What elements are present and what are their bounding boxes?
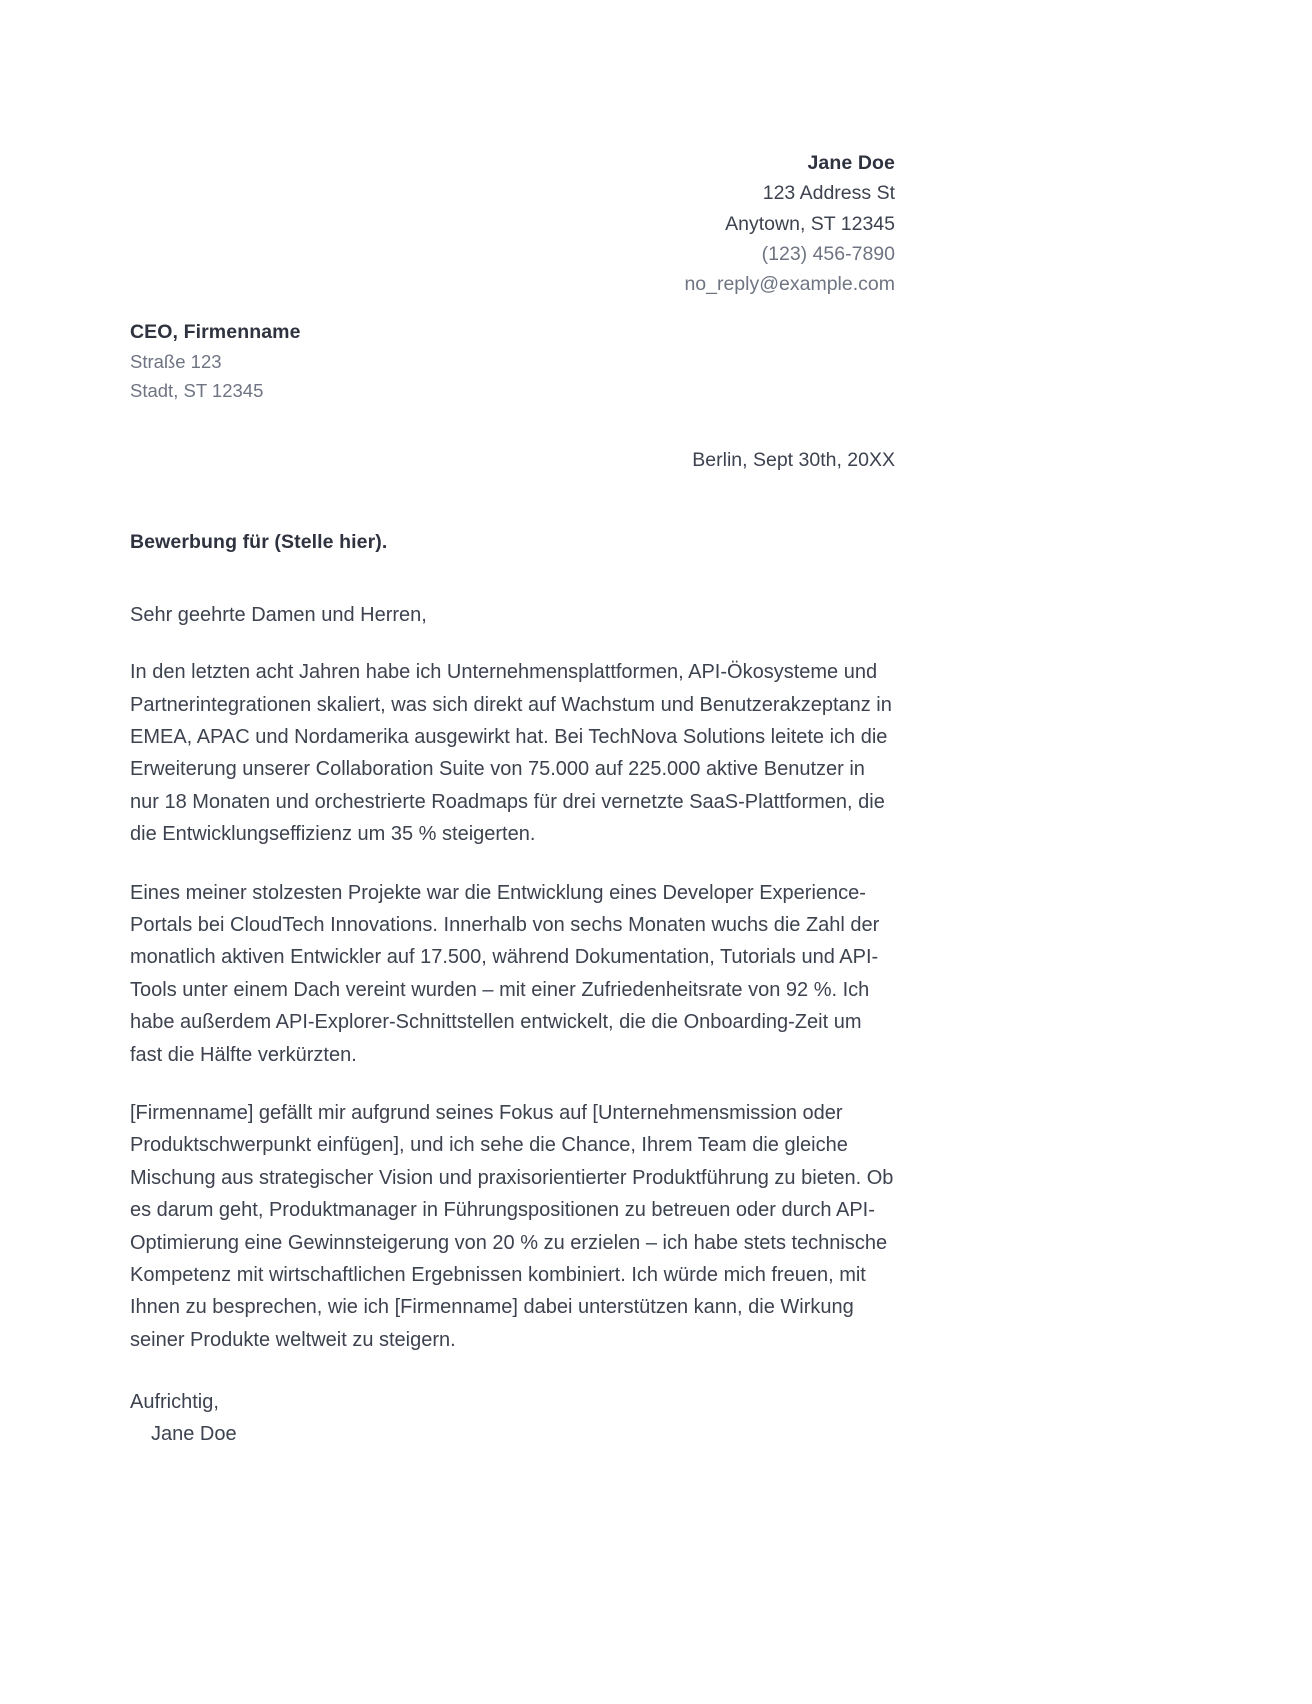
- sender-phone: (123) 456-7890: [761, 243, 895, 266]
- sender-name: Jane Doe: [807, 152, 895, 174]
- body-paragraph: Eines meiner stolzesten Projekte war die Entwicklung eines Developer Experience-Portals bei CloudTech Innovations. Innerhalb von sechs Monaten wuchs die Zahl der monatlich aktiven Entwickler auf 17.500, während Dokumentation, Tutorials und API-Tools unter einem Dach vereint wurden – mit einer Zufriedenheitsrate von 92 %. Ich habe außerdem API-Explorer-Schnittstellen entwickelt, die die Onboarding-Zeit um fast die Hälfte verkürzten.: [130, 881, 880, 1066]
- sender-email: no_reply@example.com: [684, 273, 895, 296]
- letter-content: [130, 0, 895, 1451]
- sender-block: [130, 148, 895, 300]
- salutation: Sehr geehrte Damen und Herren,: [130, 604, 427, 627]
- recipient-block: [130, 317, 895, 406]
- recipient-name: CEO, Firmenname: [130, 320, 301, 343]
- recipient-street: Straße 123: [130, 351, 222, 373]
- subject-line: Bewerbung für (Stelle hier).: [130, 531, 388, 553]
- closing-phrase: Aufrichtig,: [130, 1391, 219, 1414]
- sender-city: Anytown, ST 12345: [725, 212, 895, 235]
- body-paragraph: In den letzten acht Jahren habe ich Unternehmensplattformen, API-Ökosysteme und Partnerintegrationen skaliert, was sich direkt auf Wachstum und Benutzerakzeptanz in EMEA, APAC und Nordamerika ausgewirkt hat. Bei TechNova Solutions leitete ich die Erweiterung unserer Collaboration Suite von 75.000 auf 225.000 aktive Benutzer in nur 18 Monaten und orchestrierte Roadmaps für drei vernetzte SaaS-Plattformen, die die Entwicklungseffizienz um 35 % steigerten.: [130, 661, 892, 846]
- body-paragraph: [Firmenname] gefällt mir aufgrund seines Fokus auf [Unternehmensmission oder Produktschwerpunkt einfügen], und ich sehe die Chance, Ihrem Team die gleiche Mischung aus strategischer Vision und praxisorientierter Produktführung zu bieten. Ob es darum geht, Produktmanager in Führungspositionen zu betreuen oder durch API-Optimierung eine Gewinnsteigerung von 20 % zu erzielen – ich habe stets technische Kompetenz mit wirtschaftlichen Ergebnissen kombiniert. Ich würde mich freuen, mit Ihnen zu besprechen, wie ich [Firmenname] dabei unterstützen kann, die Wirkung seiner Produkte weltweit zu steigern.: [130, 1101, 894, 1351]
- sender-street: 123 Address St: [762, 182, 895, 205]
- recipient-city: Stadt, ST 12345: [130, 379, 264, 401]
- signature-name: Jane Doe: [151, 1423, 237, 1446]
- letter-date: Berlin, Sept 30th, 20XX: [692, 448, 895, 471]
